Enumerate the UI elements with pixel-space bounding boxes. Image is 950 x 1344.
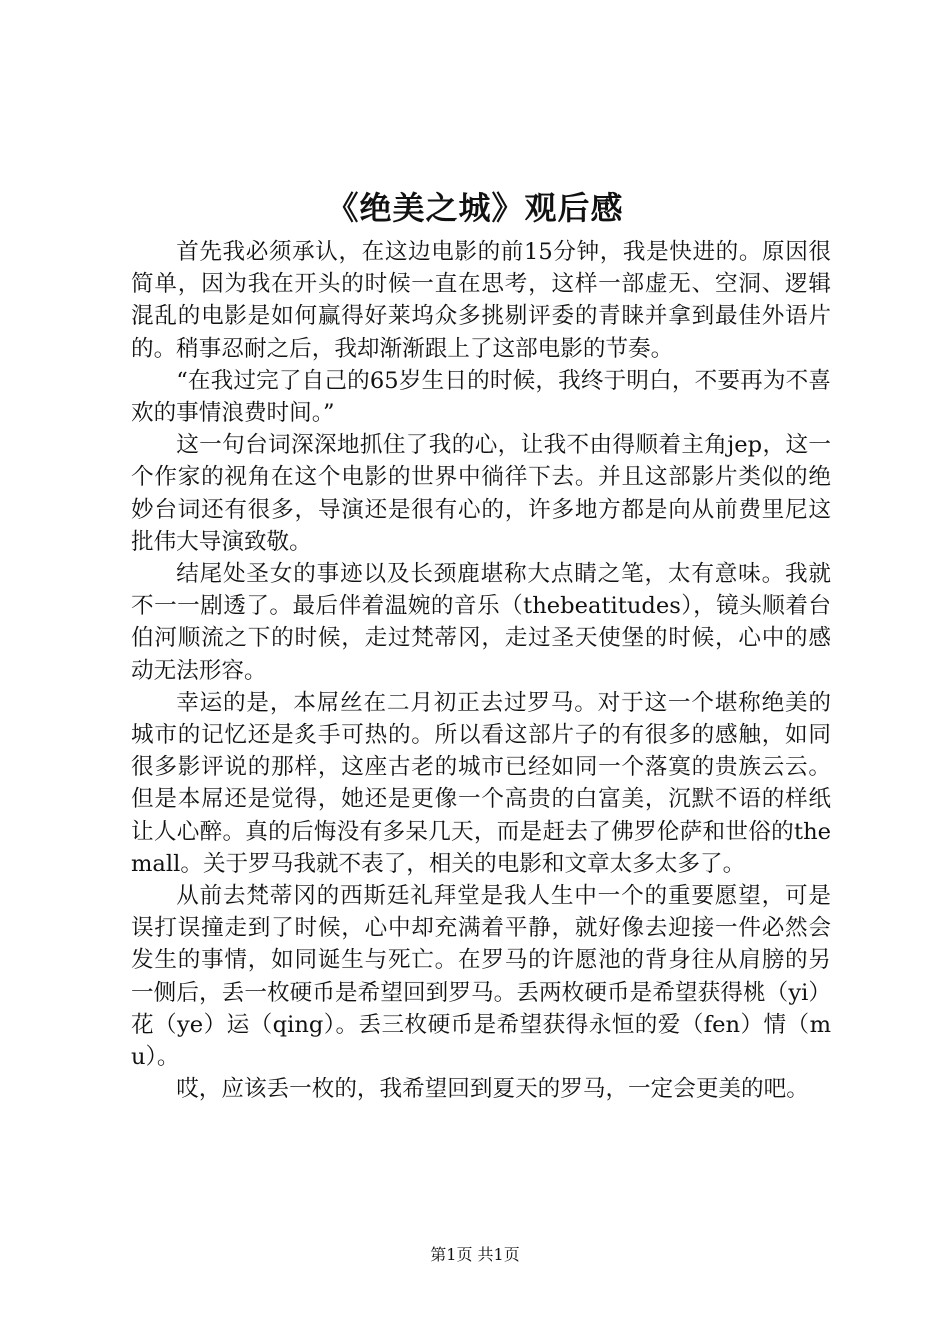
paragraph: 这一句台词深深地抓住了我的心，让我不由得顺着主角jep，这一个作家的视角在这个电影的世界中徜徉下去。并且这部影片类似的绝妙台词还有很多，导演还是很有心的，许多地方都是向从前费里尼这批伟大导演致敬。: [131, 432, 831, 555]
page-footer: 第1页 共1页: [430, 1245, 520, 1264]
document-body: [131, 236, 831, 1105]
paragraph: 从前去梵蒂冈的西斯廷礼拜堂是我人生中一个的重要愿望，可是误打误撞走到了时候，心中却充满着平静，就好像去迎接一件必然会发生的事情，如同诞生与死亡。在罗马的许愿池的背身往从肩膀的另一侧后，丢一枚硬币是希望回到罗马。丢两枚硬币是希望获得桃（yi）花（ye）运（qing）。丢三枚硬币是希望获得永恒的爱（fen）情（mu）。: [131, 883, 831, 1071]
document-title: 《绝美之城》观后感: [326, 189, 624, 227]
paragraph: 幸运的是，本屌丝在二月初正去过罗马。对于这一个堪称绝美的城市的记忆还是炙手可热的。所以看这部片子的有很多的感触，如同很多影评说的那样，这座古老的城市已经如同一个落寞的贵族云云。但是本屌还是觉得，她还是更像一个高贵的白富美，沉默不语的样纸让人心醉。真的后悔没有多呆几天，而是赶去了佛罗伦萨和世俗的themall。关于罗马我就不表了，相关的电影和文章太多太多了。: [131, 689, 831, 877]
paragraph: 结尾处圣女的事迹以及长颈鹿堪称大点睛之笔，太有意味。我就不一一剧透了。最后伴着温婉的音乐（thebeatitudes），镜头顺着台伯河顺流之下的时候，走过梵蒂冈，走过圣天使堡的时候，心中的感动无法形容。: [131, 561, 831, 684]
paragraph: 哎，应该丢一枚的，我希望回到夏天的罗马，一定会更美的吧。: [176, 1076, 809, 1103]
paragraph: 首先我必须承认，在这边电影的前15分钟，我是快进的。原因很简单，因为我在开头的时候一直在思考，这样一部虚无、空洞、逻辑混乱的电影是如何赢得好莱坞众多挑剔评委的青睐并拿到最佳外语片的。稍事忍耐之后，我却渐渐跟上了这部电影的节奏。: [131, 239, 831, 362]
paragraph: “在我过完了自己的65岁生日的时候，我终于明白，不要再为不喜欢的事情浪费时间。”: [131, 367, 831, 427]
